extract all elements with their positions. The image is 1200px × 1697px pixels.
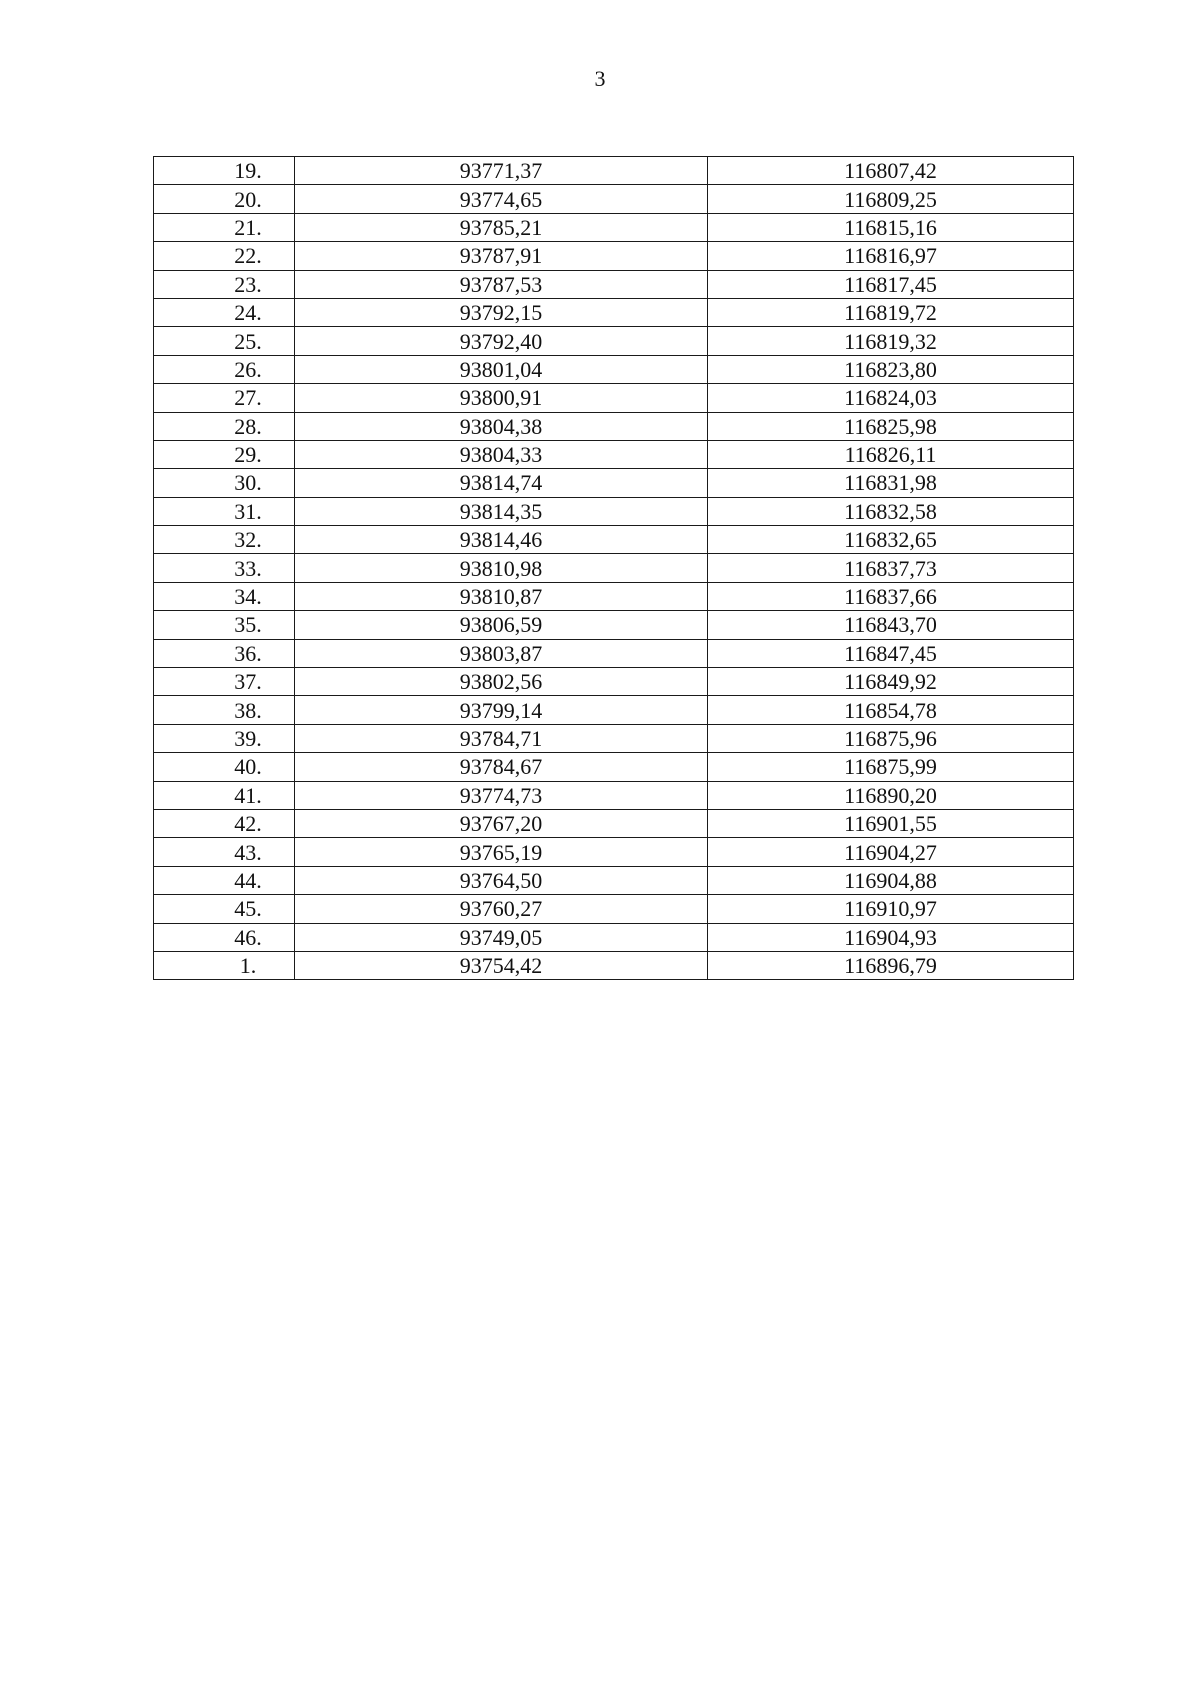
point-number-cell: 28. [154, 412, 295, 440]
x-coordinate-cell: 93767,20 [295, 809, 708, 837]
table-row [154, 213, 1074, 241]
table-row [154, 270, 1074, 298]
point-number-cell: 26. [154, 355, 295, 383]
y-coordinate-cell: 116831,98 [708, 469, 1074, 497]
table-row [154, 384, 1074, 412]
table-row [154, 668, 1074, 696]
table-row [154, 157, 1074, 185]
table-row [154, 611, 1074, 639]
table-row [154, 298, 1074, 326]
x-coordinate-cell: 93801,04 [295, 355, 708, 383]
y-coordinate-cell: 116854,78 [708, 696, 1074, 724]
point-number-cell: 40. [154, 753, 295, 781]
page-number: 3 [594, 66, 606, 91]
point-number-cell: 45. [154, 895, 295, 923]
x-coordinate-cell: 93784,71 [295, 724, 708, 752]
table-row [154, 895, 1074, 923]
table-row [154, 582, 1074, 610]
point-number-cell: 23. [154, 270, 295, 298]
y-coordinate-cell: 116816,97 [708, 242, 1074, 270]
x-coordinate-cell: 93799,14 [295, 696, 708, 724]
table-row [154, 327, 1074, 355]
point-number-cell: 25. [154, 327, 295, 355]
y-coordinate-cell: 116819,32 [708, 327, 1074, 355]
x-coordinate-cell: 93749,05 [295, 923, 708, 951]
y-coordinate-cell: 116823,80 [708, 355, 1074, 383]
table-row [154, 866, 1074, 894]
y-coordinate-cell: 116847,45 [708, 639, 1074, 667]
x-coordinate-cell: 93787,91 [295, 242, 708, 270]
x-coordinate-cell: 93810,98 [295, 554, 708, 582]
x-coordinate-cell: 93754,42 [295, 951, 708, 979]
x-coordinate-cell: 93804,33 [295, 440, 708, 468]
table-row [154, 355, 1074, 383]
point-number-cell: 27. [154, 384, 295, 412]
x-coordinate-cell: 93792,15 [295, 298, 708, 326]
point-number-cell: 34. [154, 582, 295, 610]
table-row [154, 554, 1074, 582]
point-number-cell: 33. [154, 554, 295, 582]
y-coordinate-cell: 116843,70 [708, 611, 1074, 639]
table-row [154, 696, 1074, 724]
point-number-cell: 29. [154, 440, 295, 468]
point-number-cell: 1. [154, 951, 295, 979]
table-row [154, 526, 1074, 554]
x-coordinate-cell: 93806,59 [295, 611, 708, 639]
table-row [154, 440, 1074, 468]
point-number-cell: 22. [154, 242, 295, 270]
x-coordinate-cell: 93814,74 [295, 469, 708, 497]
table-row [154, 781, 1074, 809]
x-coordinate-cell: 93784,67 [295, 753, 708, 781]
y-coordinate-cell: 116849,92 [708, 668, 1074, 696]
y-coordinate-cell: 116815,16 [708, 213, 1074, 241]
x-coordinate-cell: 93814,46 [295, 526, 708, 554]
table-row [154, 753, 1074, 781]
x-coordinate-cell: 93802,56 [295, 668, 708, 696]
table-row [154, 838, 1074, 866]
y-coordinate-cell: 116832,65 [708, 526, 1074, 554]
coordinates-table [153, 156, 1074, 980]
point-number-cell: 35. [154, 611, 295, 639]
y-coordinate-cell: 116904,27 [708, 838, 1074, 866]
x-coordinate-cell: 93774,65 [295, 185, 708, 213]
table-row [154, 724, 1074, 752]
point-number-cell: 43. [154, 838, 295, 866]
table-row [154, 639, 1074, 667]
x-coordinate-cell: 93785,21 [295, 213, 708, 241]
point-number-cell: 36. [154, 639, 295, 667]
point-number-cell: 38. [154, 696, 295, 724]
point-number-cell: 46. [154, 923, 295, 951]
y-coordinate-cell: 116826,11 [708, 440, 1074, 468]
y-coordinate-cell: 116896,79 [708, 951, 1074, 979]
point-number-cell: 19. [154, 157, 295, 185]
x-coordinate-cell: 93792,40 [295, 327, 708, 355]
point-number-cell: 39. [154, 724, 295, 752]
y-coordinate-cell: 116807,42 [708, 157, 1074, 185]
x-coordinate-cell: 93800,91 [295, 384, 708, 412]
y-coordinate-cell: 116904,88 [708, 866, 1074, 894]
point-number-cell: 24. [154, 298, 295, 326]
point-number-cell: 30. [154, 469, 295, 497]
point-number-cell: 44. [154, 866, 295, 894]
y-coordinate-cell: 116809,25 [708, 185, 1074, 213]
y-coordinate-cell: 116837,73 [708, 554, 1074, 582]
y-coordinate-cell: 116890,20 [708, 781, 1074, 809]
point-number-cell: 32. [154, 526, 295, 554]
point-number-cell: 20. [154, 185, 295, 213]
point-number-cell: 42. [154, 809, 295, 837]
point-number-cell: 41. [154, 781, 295, 809]
point-number-cell: 31. [154, 497, 295, 525]
x-coordinate-cell: 93804,38 [295, 412, 708, 440]
coordinates-table-body [154, 157, 1074, 980]
table-row [154, 412, 1074, 440]
point-number-cell: 21. [154, 213, 295, 241]
table-row [154, 469, 1074, 497]
x-coordinate-cell: 93771,37 [295, 157, 708, 185]
table-row [154, 809, 1074, 837]
x-coordinate-cell: 93810,87 [295, 582, 708, 610]
table-row [154, 185, 1074, 213]
y-coordinate-cell: 116819,72 [708, 298, 1074, 326]
y-coordinate-cell: 116825,98 [708, 412, 1074, 440]
y-coordinate-cell: 116904,93 [708, 923, 1074, 951]
x-coordinate-cell: 93765,19 [295, 838, 708, 866]
table-row [154, 923, 1074, 951]
y-coordinate-cell: 116901,55 [708, 809, 1074, 837]
x-coordinate-cell: 93760,27 [295, 895, 708, 923]
y-coordinate-cell: 116837,66 [708, 582, 1074, 610]
x-coordinate-cell: 93764,50 [295, 866, 708, 894]
point-number-cell: 37. [154, 668, 295, 696]
y-coordinate-cell: 116910,97 [708, 895, 1074, 923]
x-coordinate-cell: 93803,87 [295, 639, 708, 667]
x-coordinate-cell: 93814,35 [295, 497, 708, 525]
table-row [154, 497, 1074, 525]
table-row [154, 951, 1074, 979]
y-coordinate-cell: 116875,99 [708, 753, 1074, 781]
x-coordinate-cell: 93774,73 [295, 781, 708, 809]
y-coordinate-cell: 116875,96 [708, 724, 1074, 752]
y-coordinate-cell: 116817,45 [708, 270, 1074, 298]
y-coordinate-cell: 116832,58 [708, 497, 1074, 525]
x-coordinate-cell: 93787,53 [295, 270, 708, 298]
y-coordinate-cell: 116824,03 [708, 384, 1074, 412]
table-row [154, 242, 1074, 270]
